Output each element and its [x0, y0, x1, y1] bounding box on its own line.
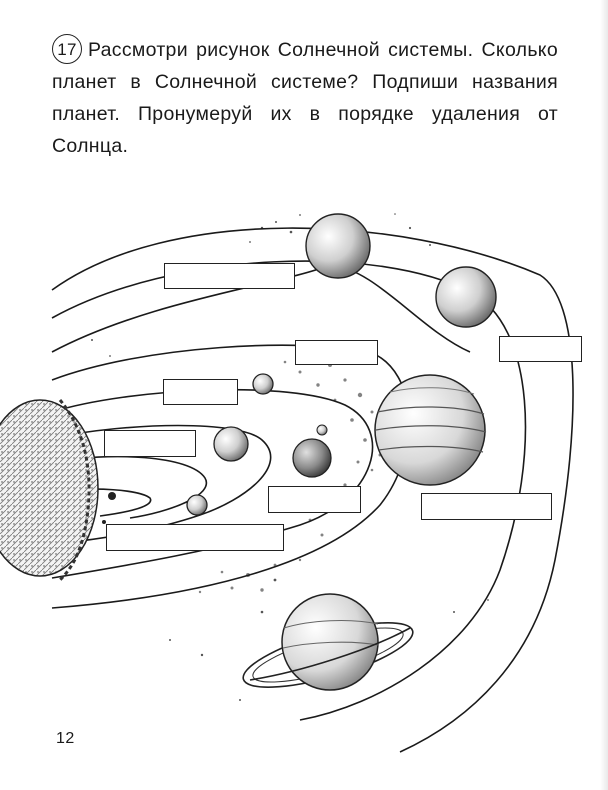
answer-box[interactable] [163, 379, 238, 405]
page-edge-shadow [600, 0, 608, 790]
task-text: Рассмотри рисунок Солнечной системы. Сколько планет в Солнечной системе? Подпиши названия планет. Пронумеруй их в порядке удаления от Солнца. [52, 39, 558, 157]
planet-mercury [187, 495, 207, 515]
answer-box[interactable] [104, 430, 196, 457]
planet-saturn [237, 594, 418, 700]
answer-box[interactable] [164, 263, 295, 289]
answer-box[interactable] [106, 524, 284, 551]
planet-venus [214, 427, 248, 461]
sun [0, 400, 116, 580]
answer-box[interactable] [268, 486, 361, 513]
planet-mars [253, 374, 273, 394]
planet-jupiter [375, 375, 486, 485]
planet-uranus [436, 267, 496, 327]
answer-box[interactable] [295, 340, 378, 365]
task-number-badge: 17 [52, 34, 82, 64]
answer-box[interactable] [499, 336, 582, 362]
planet-moon-small [317, 425, 327, 435]
planet-earth [293, 439, 331, 477]
planet-neptune [306, 214, 370, 278]
page-number: 12 [56, 730, 75, 747]
answer-box[interactable] [421, 493, 552, 520]
